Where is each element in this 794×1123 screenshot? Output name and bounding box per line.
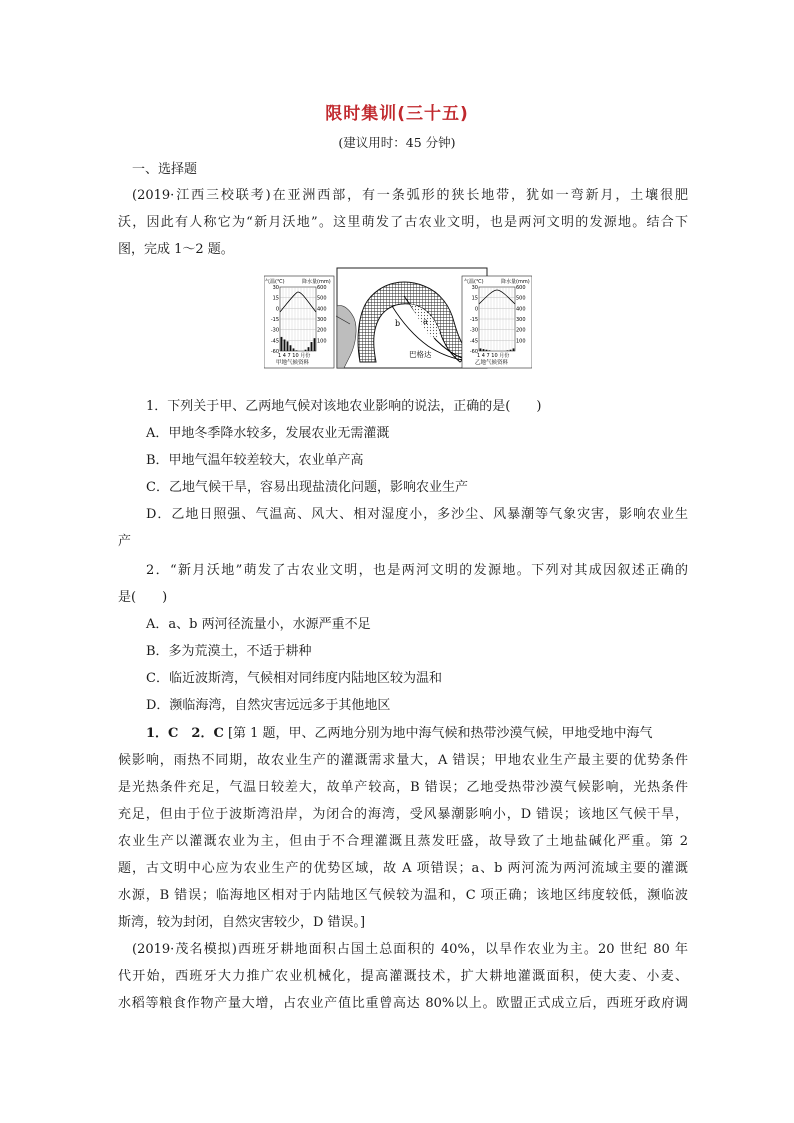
right-precip-bar	[510, 350, 512, 351]
q2-option-d: D．濒临海湾，自然灾害远远多于其他地区	[146, 698, 391, 713]
left-precip-bar	[314, 338, 316, 351]
answer-line: 是光热条件充足，气温日较差大，故单产较高，B 错误；乙地受热带沙漠气候影响，光热条件	[118, 780, 688, 795]
right-temp-tick: -15	[469, 317, 478, 323]
map-label-a: a	[423, 317, 428, 326]
left-temp-tick: -45	[270, 338, 279, 345]
left-precip-bar	[308, 347, 310, 351]
right-precip-tick: 300	[516, 317, 526, 323]
right-precip-bar	[489, 350, 491, 351]
left-precip-axis-label: 降水量(mm)	[302, 279, 331, 285]
answer-line: 斯湾，较为封闭，自然灾害较少，D 错误。]	[118, 915, 366, 930]
right-precip-tick: 200	[516, 327, 526, 334]
map-label-baghdad: 巴格达	[409, 350, 432, 359]
left-temp-tick: -30	[270, 327, 279, 334]
left-precip-bar	[284, 339, 286, 351]
q2-stem-cont: 是( )	[118, 590, 168, 605]
answer-line: 充足，但由于位于波斯湾沿岸，为闭合的海湾，受风暴潮影响小，D 错误；该地区气候干旱，	[118, 807, 688, 822]
right-temp-tick: 0	[474, 306, 478, 313]
intro2-line: 水稻等粮食作物产量大增，占农业产值比重曾高达 80%以上。欧盟正式成立后，西班牙政府调	[118, 996, 688, 1011]
right-precip-tick: 400	[516, 306, 526, 313]
left-month-ticks: 1 4 7 10 月份	[278, 353, 311, 359]
right-precip-tick: 100	[516, 338, 526, 345]
right-precip-bar	[513, 348, 515, 351]
answer-first-line	[146, 725, 688, 743]
page-title: 限时集训(三十五)	[325, 104, 469, 124]
left-temp-tick: 30	[272, 285, 279, 291]
answer-line: [第 1 题，甲、乙两地分别为地中海气候和热带沙漠气候，甲地受地中海气	[227, 726, 653, 741]
left-precip-bar	[287, 341, 289, 351]
left-temp-tick: -60	[270, 349, 279, 355]
right-climate-chart	[462, 276, 532, 368]
q1-stem: 1．下列关于甲、乙两地气候对该地农业影响的说法，正确的是( )	[146, 399, 542, 414]
left-temp-tick: -15	[270, 317, 279, 323]
left-precip-tick: 100	[317, 338, 327, 345]
answer-line: 水源，B 错误；临海地区相对于内陆地区气候较为温和，C 项正确；该地区纬度较低，濒临波	[118, 888, 688, 903]
right-temp-tick: 15	[471, 295, 478, 302]
right-precip-tick: 500	[516, 295, 526, 302]
right-temp-tick: -60	[469, 349, 478, 355]
right-precip-axis-label: 降水量(mm)	[501, 279, 530, 285]
answer-line: 题，古文明中心应为农业生产的优势区域，故 A 项错误；a、b 两河流为两河流域主要的灌溉	[118, 861, 688, 876]
right-precip-bar	[486, 350, 488, 351]
answer-key: 1．C 2．C	[146, 726, 224, 741]
left-precip-bar	[281, 337, 283, 351]
intro2-line: (2019·茂名模拟)西班牙耕地面积占国土总面积的 40%，以旱作农业为主。20 世纪 80 年	[132, 942, 688, 957]
left-precip-tick: 300	[317, 317, 327, 323]
intro2-line: 代开始，西班牙大力推广农业机械化，提高灌溉技术，扩大耕地灌溉面积，使大麦、小麦、	[118, 969, 688, 984]
left-climate-chart	[264, 276, 334, 368]
intro1-line: 沃，因此有人称它为“新月沃地”。这里萌发了古农业文明，也是两河文明的发源地。结合下	[118, 215, 688, 230]
intro1-line: (2019·江西三校联考)在亚洲西部，有一条弧形的狭长地带，犹如一弯新月，土壤很肥	[132, 188, 688, 203]
left-precip-bar	[290, 345, 292, 351]
left-precip-tick: 200	[317, 327, 327, 334]
answer-line: 农业生产以灌溉农业为主，但由于不合理灌溉且蒸发旺盛，故导致了土地盐碱化严重。第 2	[118, 834, 688, 849]
left-precip-bar	[311, 342, 313, 351]
q2-stem: 2．“新月沃地”萌发了古农业文明，也是两河文明的发源地。下列对其成因叙述正确的	[146, 563, 688, 578]
left-temp-tick: 0	[275, 306, 279, 313]
right-precip-bar	[507, 350, 509, 351]
right-chart-caption: 乙地气候资料	[475, 360, 509, 366]
suggested-time: (建议用时：45 分钟)	[338, 135, 456, 150]
q1-option-d: D．乙地日照强、气温高、风大、相对湿度小，多沙尘、风暴潮等气象灾害，影响农业生	[146, 507, 688, 522]
left-precip-tick: 400	[317, 306, 327, 313]
q1-option-a: A．甲地冬季降水较多，发展农业无需灌溉	[146, 426, 390, 441]
left-temp-axis-label: 气温(℃)	[265, 279, 285, 285]
q1-option-c: C．乙地气候干旱，容易出现盐渍化问题，影响农业生产	[146, 480, 468, 495]
q1-option-b: B．甲地气温年较差较大，农业单产高	[146, 453, 364, 468]
right-temp-tick: -45	[469, 338, 478, 345]
left-chart-caption: 甲地气候资料	[276, 360, 310, 366]
right-precip-bar	[480, 348, 482, 351]
answer-line: 候影响，雨热不同期，故农业生产的灌溉需求量大，A 错误；甲地农业生产最主要的优势条件	[118, 753, 688, 768]
right-temp-tick: 30	[471, 285, 478, 291]
map-label-b: b	[395, 319, 401, 328]
intro1-line: 图，完成 1～2 题。	[118, 242, 234, 257]
right-precip-bar	[483, 349, 485, 351]
right-precip-tick: 600	[516, 285, 526, 291]
crescent-map-figure	[264, 266, 532, 370]
left-temp-tick: 15	[272, 295, 279, 302]
q2-option-b: B．多为荒漠土，不适于耕种	[146, 644, 312, 659]
left-precip-bar	[293, 348, 295, 351]
q2-option-c: C．临近波斯湾，气候相对同纬度内陆地区较为温和	[146, 671, 442, 686]
q1-option-d-cont: 产	[118, 534, 132, 549]
q2-option-a: A．a、b 两河径流量小，水源严重不足	[146, 617, 371, 632]
right-temp-axis-label: 气温(℃)	[464, 279, 484, 285]
left-precip-tick: 500	[317, 295, 327, 302]
right-month-ticks: 1 4 7 10 月份	[477, 353, 510, 359]
left-precip-bar	[305, 350, 307, 351]
left-precip-tick: 600	[317, 285, 327, 291]
right-temp-tick: -30	[469, 327, 478, 334]
section-heading: 一、选择题	[132, 162, 198, 177]
left-precip-bar	[296, 350, 298, 351]
